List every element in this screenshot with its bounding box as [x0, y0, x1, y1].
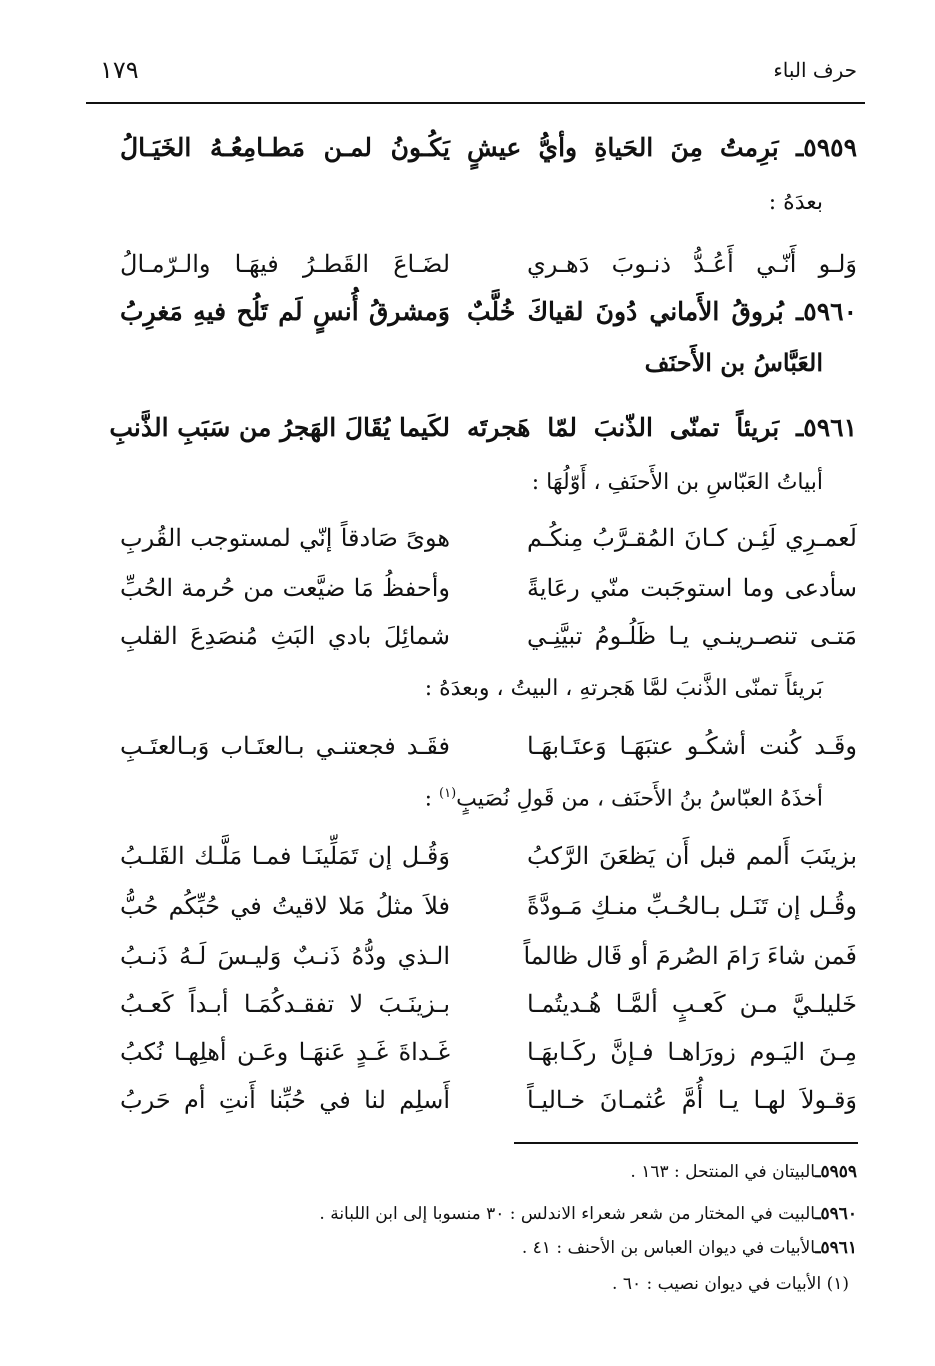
poem-nusayb-line [100, 886, 857, 926]
verse-number: ٥٩٦٠ـ [795, 297, 857, 326]
footnote [630, 1162, 857, 1182]
verse-first-hemistich: مَتـى تنصـرينـي يـا ظَلُـومُ تبيَّنِـي [527, 622, 857, 650]
header-rule [86, 102, 865, 104]
verse-second-hemistich: غَـداةَ غَـدٍ عَنهَـا وعَـن أهلِهـا نُكبُ [120, 1038, 450, 1066]
verse-first-hemistich: ٥٩٥٩ـ بَرِمتُ مِنَ الحَياةِ وأيُّ عيشٍ [467, 133, 857, 162]
poem-nusayb-line [100, 1032, 857, 1072]
verse-second-hemistich: لكَيما يُقَالَ الهَجرُ من سَبَبِ الذَّنبِ [109, 413, 450, 442]
footnote [522, 1238, 857, 1258]
poem-abbas-line [100, 518, 857, 558]
verse-first-hemistich: وَقـولاَ لهـا يـا أُمَّ عُثمـانَ خـاليـاً [527, 1086, 857, 1114]
verse-first-hemistich: بزينَبَ أَلمم قبل أَن يَظعَنَ الرَّكبُ [527, 842, 857, 870]
verse-second-hemistich: أَسلِم لنا في حُبِّنا أَنتِ أم حَربُ [120, 1086, 450, 1114]
footnote-number: ٥٩٦٠ـ [815, 1204, 857, 1224]
verse-second-hemistich: بـزينَـبَ لا تفقـدكُمَـا أبـداً كَعـبُ [120, 990, 450, 1018]
verse-number: ٥٩٥٩ـ [795, 133, 857, 162]
verse-5960 [100, 292, 857, 332]
verse-second-hemistich: الـذي ودُّهُ ذَنـبٌ وَليـسَ لَـهُ ذَنـبُ [120, 942, 450, 970]
prose-after-quote: بَريئاً تمنّى الذَّنبَ لمَّا هَجرتهِ ، البيتُ ، وبعدَهُ : [424, 676, 823, 701]
footnote [612, 1274, 849, 1294]
footnote [319, 1204, 857, 1224]
footnote-text: البيت في المختار من شعر شعراء الاندلس : ٣٠ منسوبا إلى ابن اللبانة . [319, 1204, 816, 1224]
poem-nusayb-line [100, 836, 857, 876]
verse-second-hemistich: هوىً صَادقاً إنّي لمستوجب القُربِ [120, 524, 450, 552]
poem-nusayb-line [100, 1080, 857, 1120]
verse-first-hemistich: خَليلـيَّ مـن كَعـبٍ ألمَّـا هُـديتُمـا [527, 990, 857, 1018]
poem-nusayb-line [100, 936, 857, 976]
verse-first-hemistich: لَعمـرِي لَئِـن كـانَ المُقـرَّبُ مِنكُـم [527, 524, 857, 552]
intro-5961: أبياتُ العَبّاسِ بن الأَحنَفِ ، أَوّلُهَا : [531, 470, 823, 495]
page-number: ١٧٩ [100, 56, 139, 84]
footnote-mark: (١) [439, 786, 457, 801]
chapter-title: حرف الباء [773, 58, 857, 82]
attribution-5960: العَبَّاسُ بن الأَحنَف [644, 348, 823, 377]
footnote-text: البيتان في المنتحل : ١٦٣ . [630, 1162, 816, 1182]
verse-first-hemistich: وقُـل إن تَنَـل بـالحُـبِّ منـكِ مَـودَّةً [527, 892, 857, 920]
footnote-number: ٥٩٥٩ـ [815, 1162, 857, 1182]
verse-first-hemistich: ٥٩٦١ـ بَريئاً تمنّى الذّنبَ لمّا هَجرتَه [467, 413, 857, 442]
page-header [100, 58, 857, 88]
verse-first-hemistich: سأدعى وما استوجَبت منّي رعَايةً [527, 574, 857, 602]
verse-first-hemistich: مِـنَ اليَـوم زورَاهـا فـإنَّ ركَـابهَـا [527, 1038, 857, 1066]
verse-second-hemistich: وَمشرقُ أُنسٍ لَم تَلُح فيهِ مَغرِبُ [120, 297, 450, 326]
footnote-number: (١) [826, 1274, 849, 1294]
verse-number: ٥٩٦١ـ [795, 413, 857, 442]
footnote-text: الأبيات في ديوان العباس بن الأحنف : ٤١ . [521, 1238, 816, 1258]
footnote-rule [514, 1142, 858, 1144]
verse-first-hemistich: وقَـد كُنت أشكُـو عتبَهَـا وَعتَـابهَـا [527, 732, 857, 760]
verse-first-hemistich: وَلـو أَنّـي أَعُـدُّ ذنـوبَ دَهـري [527, 250, 857, 278]
verse-second-hemistich: وَقُـل إن تَمَلِّينَـا فمـا مَلَّـك القَلـبُ [120, 842, 450, 870]
verse-first-hemistich: ٥٩٦٠ـ بُروقُ الأَماني دُونَ لقياكَ خُلَّبٌ [467, 297, 857, 326]
verse-second-hemistich: وأحفظُ مَا ضيَّعت من حُرمة الحُبِّ [120, 574, 450, 602]
poem-abbas-line [100, 616, 857, 656]
verse-5961 [100, 408, 857, 448]
verse-5959-b [100, 244, 857, 284]
verse-second-hemistich: لضَـاعَ القَطـرُ فيهَـا والـرّمـالُ [120, 250, 450, 278]
footnote-text: الأبيات في ديوان نصيب : ٦٠ . [612, 1274, 822, 1294]
source-intro: أخذَهُ العبّاسُ بنُ الأَحنَف ، من قَولِ نُصَيبٍ$^{(١)}$ : [424, 786, 823, 812]
verse-5959 [100, 128, 857, 168]
verse-first-hemistich: فَمن شاءَ رَامَ الصُرمَ أو قَال ظالماً [523, 942, 857, 970]
after-verse [100, 726, 857, 766]
poem-abbas-line [100, 568, 857, 608]
verse-second-hemistich: شمائِلَ بادي البَثِ مُنصَدِعَ القلبِ [120, 622, 450, 650]
verse-second-hemistich: فقَـد فجعتنـي بـالعتَـاب وَبـالعتَـبِ [120, 732, 450, 760]
verse-second-hemistich: يَكُـونُ لمـن مَطـامِعُـهُ الخَيَـالُ [120, 133, 450, 162]
verse-second-hemistich: فلاَ مثلُ مَلا لاقيتُ في حُبِّكُم حُبُّ [120, 892, 450, 920]
footnote-number: ٥٩٦١ـ [815, 1238, 857, 1258]
poem-nusayb-line [100, 984, 857, 1024]
prose-after-5959: بعدَهُ : [768, 190, 823, 215]
